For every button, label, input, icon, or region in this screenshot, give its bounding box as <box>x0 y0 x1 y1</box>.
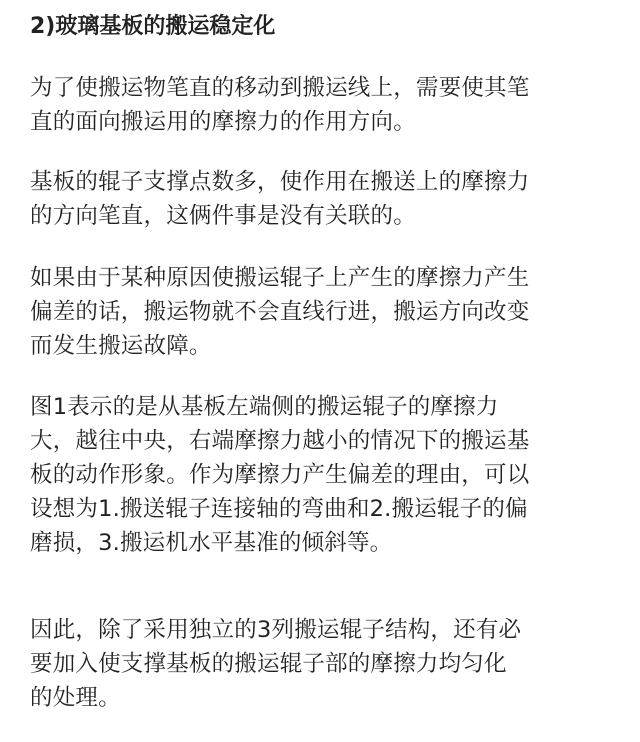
paragraph-line: 磨损，3.搬运机水平基准的倾斜等。 <box>30 530 393 556</box>
paragraph-line: 大，越往中央，右端摩擦力越小的情况下的搬运基 <box>30 428 530 454</box>
paragraph-1 <box>30 71 529 139</box>
paragraph-line: 要加入使支撑基板的搬运辊子部的摩擦力均匀化 <box>30 651 507 677</box>
paragraph-5 <box>30 613 521 715</box>
paragraph-line: 板的动作形象。作为摩擦力产生偏差的理由，可以 <box>30 462 530 488</box>
paragraph-line: 图1表示的是从基板左端侧的搬运辊子的摩擦力 <box>30 394 499 420</box>
paragraph-3 <box>30 261 529 363</box>
paragraph-line: 设想为1.搬送辊子连接轴的弯曲和2.搬运辊子的偏 <box>30 496 528 522</box>
paragraph-4 <box>30 390 529 560</box>
paragraph-line: 偏差的话，搬运物就不会直线行进，搬运方向改变 <box>30 299 530 325</box>
paragraph-2 <box>30 165 529 233</box>
paragraph-line: 直的面向搬运用的摩擦力的作用方向。 <box>30 109 416 135</box>
paragraph-line: 为了使搬运物笔直的移动到搬运线上，需要使其笔 <box>30 75 530 101</box>
paragraph-line: 基板的辊子支撑点数多，使作用在搬送上的摩擦力 <box>30 169 530 195</box>
paragraph-line: 的方向笔直，这俩件事是没有关联的。 <box>30 203 416 229</box>
paragraph-line: 如果由于某种原因使搬运辊子上产生的摩擦力产生 <box>30 265 530 291</box>
article <box>30 0 622 711</box>
paragraph-line: 因此，除了采用独立的3列搬运辊子结构，还有必 <box>30 617 522 643</box>
section-heading: 2)玻璃基板的搬运稳定化 <box>30 14 276 39</box>
paragraph-line: 的处理。 <box>30 685 121 711</box>
paragraph-line: 而发生搬运故障。 <box>30 333 212 359</box>
